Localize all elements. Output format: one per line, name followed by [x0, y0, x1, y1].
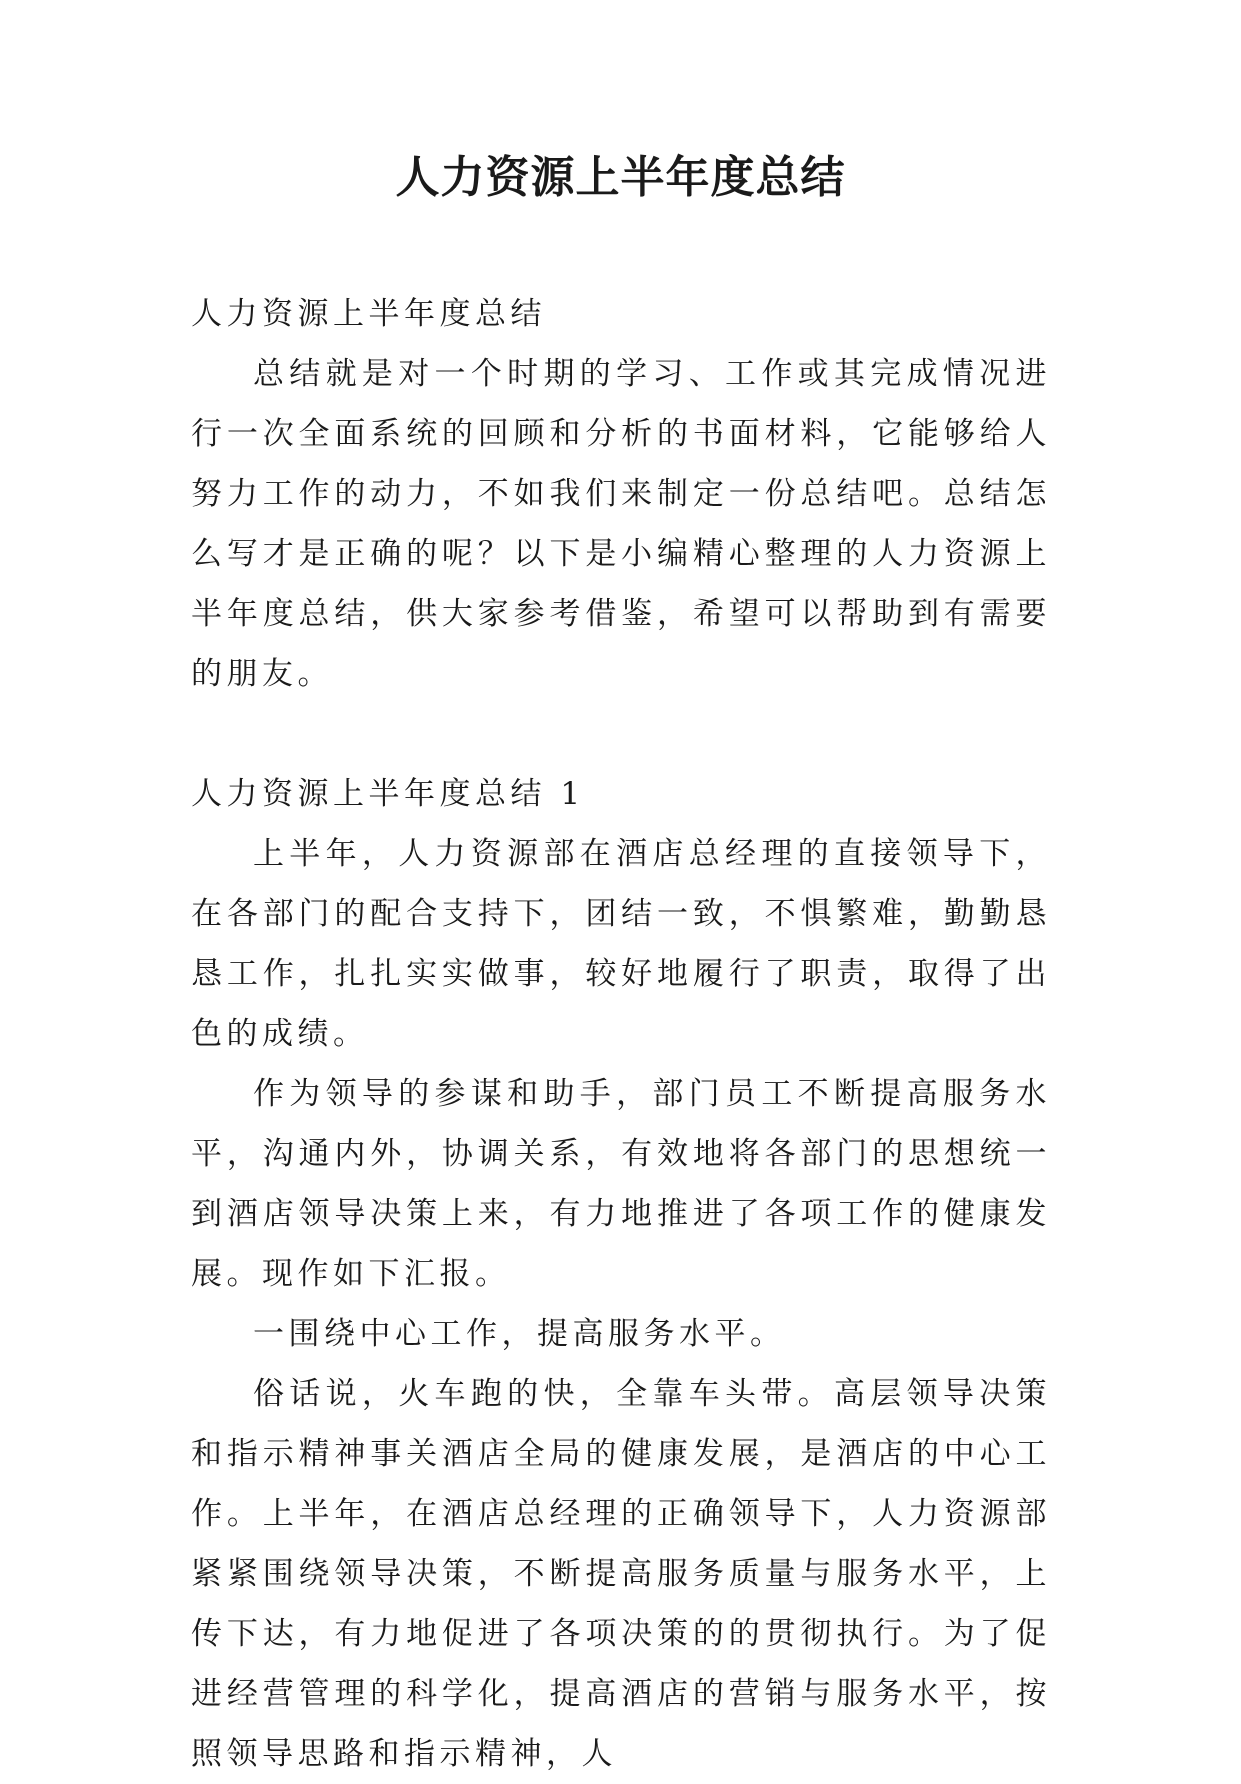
body-paragraph: 上半年，人力资源部在酒店总经理的直接领导下，在各部门的配合支持下，团结一致，不惧繁难，勤勤恳恳工作，扎扎实实做事，较好地履行了职责，取得了出色的成绩。 [191, 836, 1051, 1052]
document-title: 人力资源上半年度总结 [395, 152, 846, 203]
subheading-paragraph: 一围绕中心工作，提高服务水平。 [253, 1316, 786, 1352]
section-heading-intro: 人力资源上半年度总结 [191, 296, 546, 332]
section-heading-1: 人力资源上半年度总结 1 [191, 776, 585, 812]
body-paragraph: 俗话说，火车跑的快，全靠车头带。高层领导决策和指示精神事关酒店全局的健康发展，是酒店的中心工作。上半年，在酒店总经理的正确领导下，人力资源部紧紧围绕领导决策，不断提高服务质量与服务水平，上传下达，有力地促进了各项决策的的贯彻执行。为了促进经营管理的科学化，提高酒店的营销与服务水平，按照领导思路和指示精神，人 [191, 1376, 1051, 1772]
document-body [191, 284, 1051, 1784]
body-paragraph: 作为领导的参谋和助手，部门员工不断提高服务水平，沟通内外，协调关系，有效地将各部门的思想统一到酒店领导决策上来，有力地推进了各项工作的健康发展。现作如下汇报。 [191, 1076, 1051, 1292]
intro-paragraph: 总结就是对一个时期的学习、工作或其完成情况进行一次全面系统的回顾和分析的书面材料，它能够给人努力工作的动力，不如我们来制定一份总结吧。总结怎么写才是正确的呢？以下是小编精心整理的人力资源上半年度总结，供大家参考借鉴，希望可以帮助到有需要的朋友。 [191, 356, 1051, 692]
